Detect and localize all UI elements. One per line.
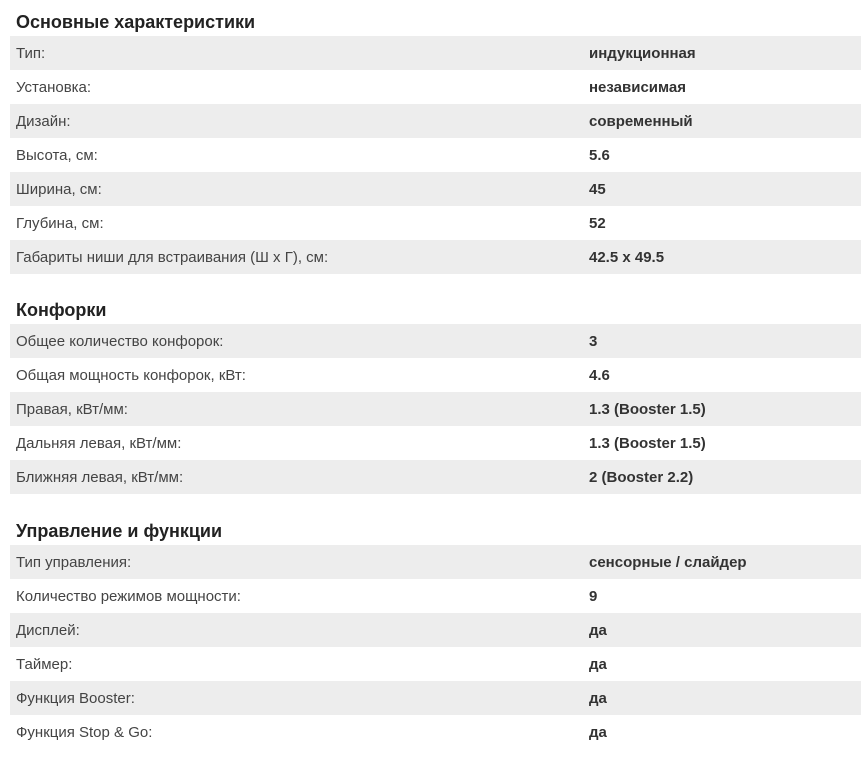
spec-row [10,138,861,172]
spec-table [10,545,861,749]
spec-value: 42.5 x 49.5 [589,248,665,266]
spec-label: Количество режимов мощности: [16,587,241,605]
spec-row [10,460,861,494]
spec-value: 3 [589,332,598,350]
spec-row [10,392,861,426]
spec-label: Тип управления: [16,553,132,571]
spec-row [10,104,861,138]
spec-label: Ширина, см: [16,180,102,198]
spec-label: Общая мощность конфорок, кВт: [16,366,246,384]
section-title: Управление и функции [16,521,223,541]
spec-label: Дизайн: [16,112,71,130]
spec-label: Тип: [16,44,46,62]
section-title: Конфорки [16,300,107,320]
spec-value: современный [589,112,693,130]
spec-row [10,681,861,715]
spec-row [10,206,861,240]
spec-row [10,545,861,579]
spec-value: 52 [589,214,606,232]
spec-label: Правая, кВт/мм: [16,400,128,418]
spec-label: Установка: [16,78,92,96]
spec-row [10,172,861,206]
spec-value: 2 (Booster 2.2) [589,468,694,486]
spec-label: Глубина, см: [16,214,104,232]
section-controls [10,494,861,749]
spec-label: Высота, см: [16,146,98,164]
spec-label: Дальняя левая, кВт/мм: [16,434,182,452]
spec-value: независимая [589,78,687,96]
spec-row [10,240,861,274]
spec-value: да [589,655,607,673]
spec-table [10,36,861,274]
spec-row [10,426,861,460]
spec-row [10,324,861,358]
spec-value: да [589,689,607,707]
spec-value: да [589,723,607,741]
section-title: Основные характеристики [16,12,256,32]
spec-value: 4.6 [589,366,610,384]
spec-value: 1.3 (Booster 1.5) [589,434,706,452]
section-burners [10,274,861,494]
spec-row [10,613,861,647]
spec-value: индукционная [589,44,696,62]
spec-row [10,647,861,681]
spec-row [10,358,861,392]
spec-row [10,579,861,613]
spec-label: Ближняя левая, кВт/мм: [16,468,184,486]
spec-value: 9 [589,587,598,605]
spec-label: Габариты ниши для встраивания (Ш х Г), см: [16,248,329,266]
spec-value: сенсорные / слайдер [589,553,747,571]
spec-label: Таймер: [16,655,73,673]
spec-label: Функция Booster: [16,689,135,707]
spec-value: 1.3 (Booster 1.5) [589,400,706,418]
spec-row [10,70,861,104]
spec-sheet [10,0,861,749]
spec-row [10,36,861,70]
spec-value: 5.6 [589,146,610,164]
spec-table [10,324,861,494]
section-main-specs [10,0,861,274]
spec-value: да [589,621,607,639]
spec-row [10,715,861,749]
spec-label: Общее количество конфорок: [16,332,224,350]
spec-label: Дисплей: [16,621,80,639]
spec-value: 45 [589,180,606,198]
spec-label: Функция Stop & Go: [16,723,153,741]
